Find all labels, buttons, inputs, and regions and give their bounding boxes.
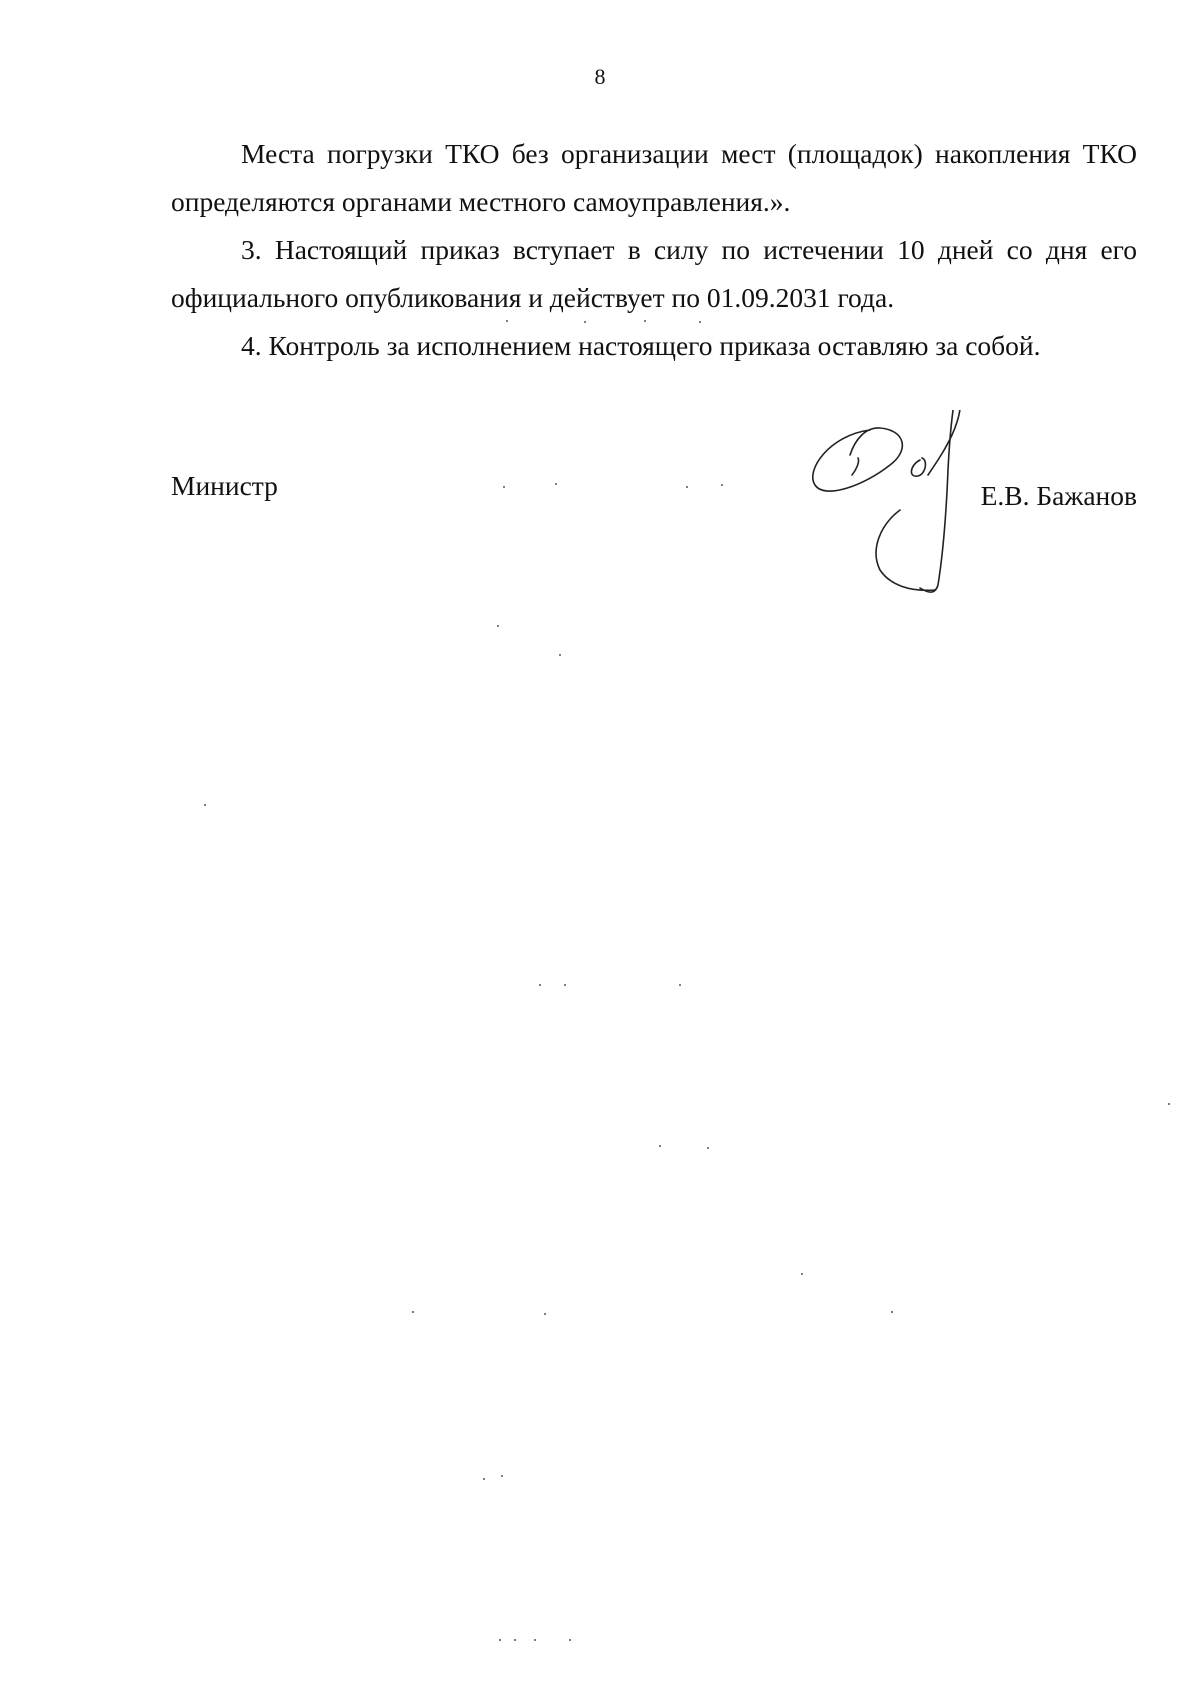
paragraph-control: 4. Контроль за исполнением настоящего приказа оставляю за собой. (241, 330, 1041, 361)
signer-title: Министр (171, 470, 278, 501)
page-number: 8 (594, 64, 606, 89)
handwritten-signature (810, 410, 980, 650)
signature-block (171, 470, 1137, 510)
signer-name: Е.В. Бажанов (980, 480, 1137, 511)
paragraph-effective-date: 3. Настоящий приказ вступает в силу по истечении 10 дней со дня его официального опубликования и действует по 01.09.2031 года. (171, 234, 1137, 313)
paragraph-loading-places: Места погрузки ТКО без организации мест (площадок) накопления ТКО определяются органами местного самоуправления.». (171, 138, 1137, 217)
document-body (171, 130, 1137, 370)
